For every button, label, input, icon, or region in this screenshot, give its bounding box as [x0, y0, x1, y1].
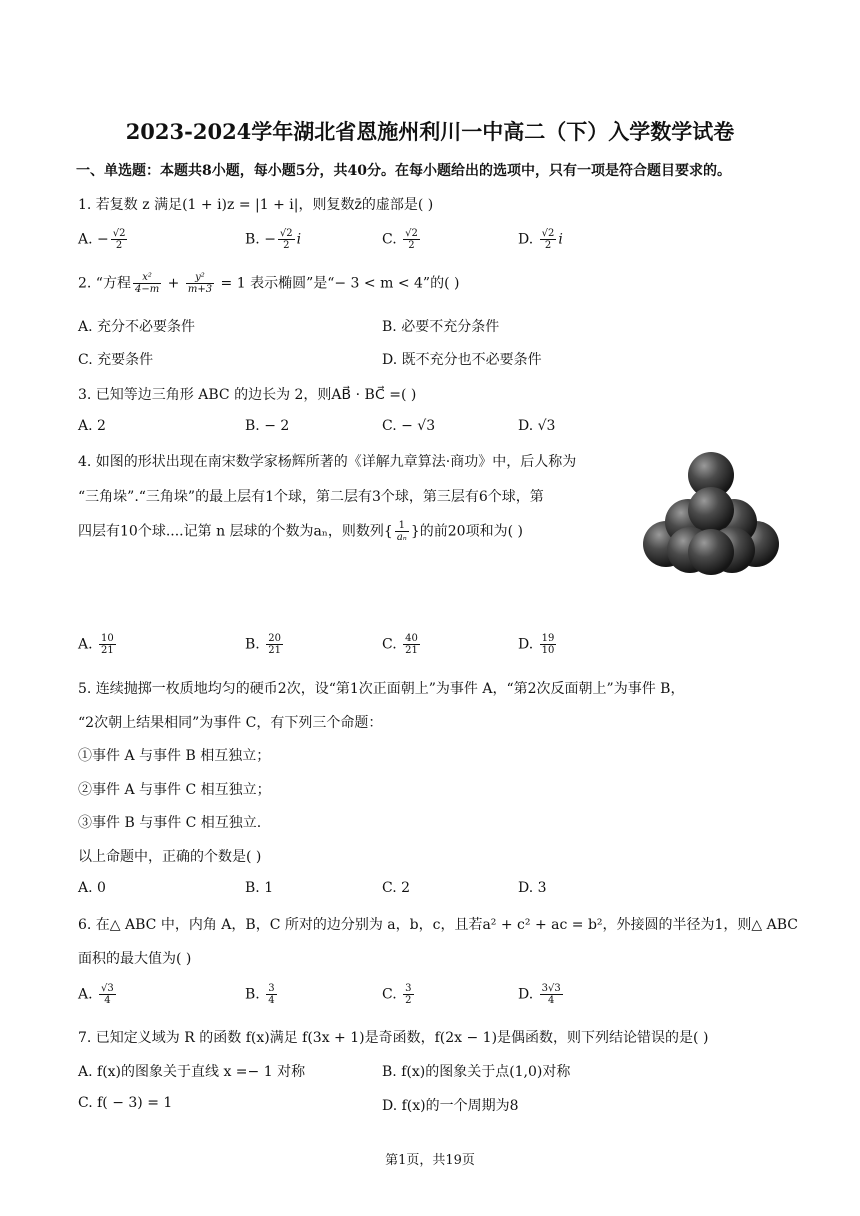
section-heading: 一、单选题：本题共8小题，每小题5分，共40分。在每小题给出的选项中，只有一项是符合题目要求的。: [76, 163, 731, 179]
q4-option-a: A. $\frac{10}{21}$: [78, 633, 114, 656]
q5-line-1: 5. 连续抛掷一枚质地均匀的硬币2次，设“第1次正面朝上”为事件 A，“第2次反面朝上”为事件 B，: [78, 681, 685, 697]
q6-option-c: C. $\frac{3}{2}$: [382, 983, 412, 1006]
ball: [688, 529, 734, 575]
q5-option-a: A. 0: [78, 880, 106, 896]
q2-option-d: D. 既不充分也不必要条件: [382, 352, 542, 368]
q6-option-a: A. $\frac{√3}{4}$: [78, 983, 114, 1006]
stacked-balls-image: [640, 450, 782, 578]
q7-option-d: D. f(x)的一个周期为8: [382, 1098, 519, 1114]
q4-line-1: 4. 如图的形状出现在南宋数学家杨辉所著的《详解九章算法·商功》中，后人称为: [78, 454, 577, 470]
q2-option-b: B. 必要不充分条件: [382, 319, 500, 335]
q2-stem: 2. “方程 $\frac{\text{x²}}{4-m}$ + $\frac{\text{y²}}{m+3}$ = 1 表示椭圆”是“− 3 < m < 4”的( ): [78, 272, 460, 295]
q3-option-b: B. − 2: [245, 418, 290, 434]
q7-stem: 7. 已知定义域为 R 的函数 f(x)满足 f(3x + 1)是奇函数，f(2x − 1)是偶函数，则下列结论错误的是( ): [78, 1030, 709, 1046]
q7-option-a: A. f(x)的图象关于直线 x =− 1 对称: [78, 1064, 306, 1080]
q4-option-b: B. $\frac{20}{21}$: [245, 633, 281, 656]
page-number: 第1页，共19页: [385, 1153, 475, 1168]
q3-option-a: A. 2: [78, 418, 106, 434]
q4-line-2: “三角垛”.“三角垛”的最上层有1个球，第二层有3个球，第三层有6个球，第: [78, 489, 544, 505]
q4-option-d: D. $\frac{19}{10}$: [518, 633, 555, 656]
q5-line-3: 以上命题中，正确的个数是( ): [78, 849, 262, 865]
q5-proposition-2: ②事件 A 与事件 C 相互独立；: [78, 782, 271, 798]
q7-option-c: C. f( − 3) = 1: [78, 1095, 173, 1111]
q3-option-c: C. − √3: [382, 418, 436, 434]
ball: [688, 487, 734, 533]
q5-option-b: B. 1: [245, 880, 274, 896]
q5-option-d: D. 3: [518, 880, 547, 896]
q1-option-a: A. − $\frac{√2}{2}$: [78, 228, 126, 251]
q1-stem: 1. 若复数 z 满足(1 + i)z = |1 + i|，则复数z̄的虚部是( ): [78, 197, 434, 213]
q6-option-d: D. $\frac{3√3}{4}$: [518, 983, 561, 1006]
q4-option-c: C. $\frac{40}{21}$: [382, 633, 418, 656]
q4-line-3: 四层有10个球....记第 n 层球的个数为aₙ，则数列{ $\frac{1}{\text{aₙ}}$ }的前20项和为( ): [78, 520, 523, 543]
q1-option-d: D. $\frac{√2}{2}$ i: [518, 228, 563, 251]
q5-line-2: “2次朝上结果相同”为事件 C，有下列三个命题：: [78, 715, 383, 731]
q7-option-b: B. f(x)的图象关于点(1,0)对称: [382, 1064, 571, 1080]
q3-stem: 3. 已知等边三角形 ABC 的边长为 2，则AB⃗ · BC⃗ =( ): [78, 387, 417, 403]
q5-option-c: C. 2: [382, 880, 411, 896]
q1-option-c: C. $\frac{√2}{2}$: [382, 228, 418, 251]
q1-option-b: B. − $\frac{√2}{2}$ i: [245, 228, 302, 251]
q2-option-c: C. 充要条件: [78, 352, 154, 368]
q6-line-2: 面积的最大值为( ): [78, 951, 192, 967]
q6-line-1: 6. 在△ ABC 中，内角 A，B，C 所对的边分别为 a，b，c，且若a² + c² + ac = b²，外接圆的半径为1，则△ ABC: [78, 917, 799, 933]
q3-option-d: D. √3: [518, 418, 556, 434]
q2-option-a: A. 充分不必要条件: [78, 319, 196, 335]
page-title: 2023-2024学年湖北省恩施州利川一中高二（下）入学数学试卷: [125, 119, 735, 144]
q5-proposition-1: ①事件 A 与事件 B 相互独立；: [78, 748, 271, 764]
q6-option-b: B. $\frac{3}{4}$: [245, 983, 275, 1006]
q5-proposition-3: ③事件 B 与事件 C 相互独立.: [78, 815, 262, 831]
